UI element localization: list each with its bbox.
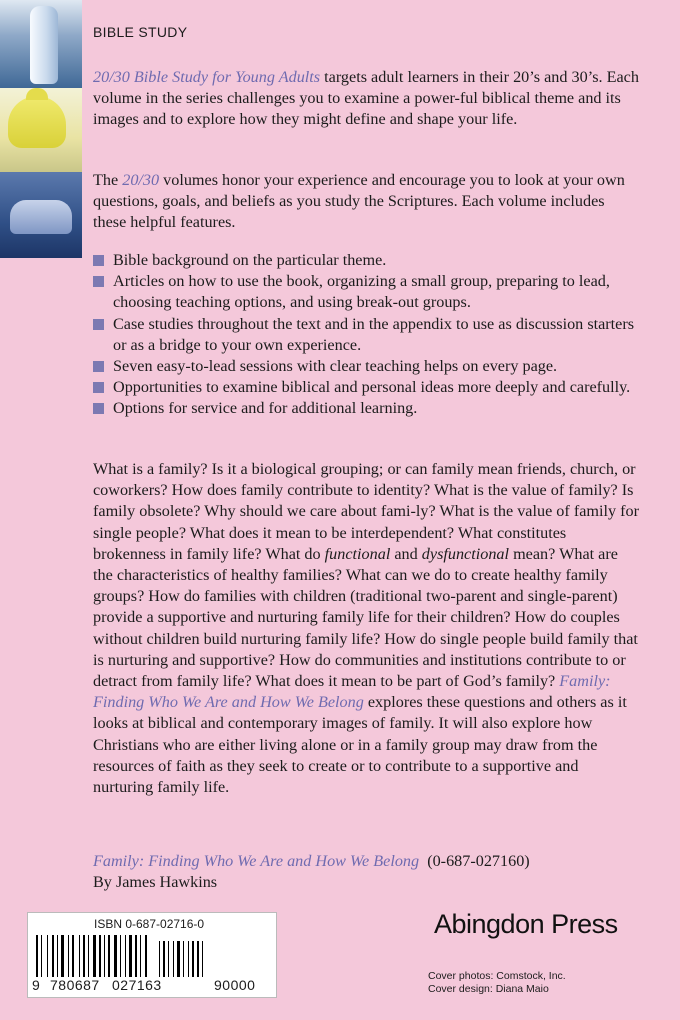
section-label: BIBLE STUDY	[93, 24, 188, 40]
list-item: Case studies throughout the text and in the appendix to use as discussion starters or as a bridge to your own experience.	[93, 314, 643, 356]
design-credit: Cover design: Diana Maio	[428, 983, 549, 995]
square-bullet-icon	[93, 403, 104, 414]
list-item: Articles on how to use the book, organizing a small group, preparing to lead, choosing teaching options, and using break-out groups.	[93, 271, 643, 313]
description-paragraph: What is a family? Is it a biological grouping; or can family mean friends, church, or coworkers? How does family contribute to identity? What is the value of family? Is family obsolete? Why should we care about fami-ly? What is the value of family for single people? What does it mean to be interdependent? What constitutes brokenness in family life? What do functional and dysfunctional mean? What are the characteristics of healthy families? What can we do to create healthy family groups? How do families with children (traditional two-parent and single-parent) provide a supportive and nurturing family life for their children? How do couples without children build nurturing family life? How do single people build family that is nurturing and supportive? How do communities and institutions contribute to or detract from family life? What does it mean to be part of God’s family? Family: Finding Who We Are and How We Belong explores these questions and others as it looks at biblical and contemporary images of family. It will also explore how Christians who are either living alone or in a family group may draw from the resources of faith as they seek to create or to contribute to a supportive and nurturing family life.	[93, 460, 640, 797]
barcode-right-digits: 027163	[112, 977, 162, 993]
square-bullet-icon	[93, 361, 104, 372]
square-bullet-icon	[93, 255, 104, 266]
book-isbn: (0-687-027160)	[427, 852, 530, 870]
photo-bottle	[0, 0, 82, 88]
intro-paragraph: 20/30 Bible Study for Young Adults targets adult learners in their 20’s and 30’s. Each volume in the series challenges you to examine a power-ful biblical theme and its images and to explore how they might define and shape your life.	[93, 68, 639, 129]
list-item: Opportunities to examine biblical and personal ideas more deeply and carefully.	[93, 377, 643, 398]
photo-credit: Cover photos: Comstock, Inc.	[428, 970, 566, 982]
teapot-icon	[8, 96, 66, 148]
publisher-logo: Abingdon Press	[434, 909, 618, 939]
square-bullet-icon	[93, 319, 104, 330]
teapot-lid-icon	[26, 88, 48, 100]
square-bullet-icon	[93, 382, 104, 393]
features-intro-paragraph: The 20/30 volumes honor your experience and encourage you to look at your own questions, goals, and beliefs as you study the Scriptures. Each volume includes these helpful features.	[93, 171, 625, 232]
barcode-addon: 90000	[214, 977, 256, 993]
series-name: 20/30 Bible Study for Young Adults	[93, 68, 321, 86]
features-list	[93, 250, 643, 420]
list-item: Options for service and for additional learning.	[93, 398, 643, 419]
list-item: Seven easy-to-lead sessions with clear teaching helps on every page.	[93, 356, 643, 377]
barcode-lead-digit: 9	[32, 977, 41, 993]
barcode-left-digits: 780687	[50, 977, 100, 993]
series-short-name: 20/30	[122, 171, 160, 189]
barcode	[27, 912, 277, 998]
carriage-icon	[10, 200, 72, 234]
barcode-bars	[36, 935, 268, 977]
list-item: Bible background on the particular theme.	[93, 250, 643, 271]
book-title-inline: Family: Finding Who We Are and How We Belong	[93, 672, 611, 712]
book-title-line	[93, 851, 530, 872]
author: By James Hawkins	[93, 873, 218, 891]
square-bullet-icon	[93, 276, 104, 287]
book-title: Family: Finding Who We Are and How We Belong	[93, 852, 420, 870]
isbn-label: ISBN 0-687-02716-0	[94, 917, 205, 931]
credits	[428, 970, 566, 996]
